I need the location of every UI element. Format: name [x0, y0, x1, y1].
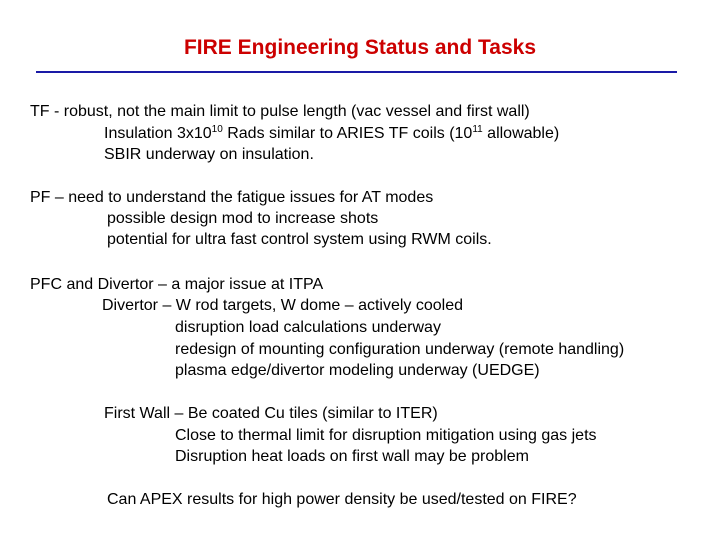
tf-insulation-pre: Insulation 3x10 [104, 125, 212, 142]
slide-title: FIRE Engineering Status and Tasks [183, 36, 537, 59]
pf-item: possible design mod to increase shots [107, 210, 379, 227]
pf-item: potential for ultra fast control system using RWM coils. [107, 231, 492, 248]
apex-question: Can APEX results for high power density be used/tested on FIRE? [107, 491, 577, 508]
tf-sbir: SBIR underway on insulation. [104, 146, 314, 163]
tf-insulation-exponent-1: 10 [211, 124, 223, 135]
pfc-heading: PFC and Divertor – a major issue at ITPA [30, 276, 324, 293]
tf-insulation-exponent-2: 11 [472, 124, 483, 135]
first-wall-heading: First Wall – Be coated Cu tiles (similar to ITER) [104, 405, 438, 422]
pfc-item: plasma edge/divertor modeling underway (UEDGE) [175, 362, 540, 379]
tf-insulation-mid: Rads similar to ARIES TF coils (10 [222, 125, 473, 142]
pfc-divertor: Divertor – W rod targets, W dome – actively cooled [102, 297, 464, 314]
tf-insulation-post: allowable) [482, 125, 560, 142]
tf-insulation-line [104, 124, 559, 144]
title-divider [36, 71, 677, 73]
pf-heading: PF – need to understand the fatigue issues for AT modes [30, 189, 434, 206]
pfc-item: redesign of mounting configuration underway (remote handling) [175, 341, 625, 358]
first-wall-item: Close to thermal limit for disruption mitigation using gas jets [175, 427, 597, 444]
pfc-item: disruption load calculations underway [175, 319, 441, 336]
tf-heading: TF - robust, not the main limit to pulse length (vac vessel and first wall) [30, 103, 530, 120]
first-wall-item: Disruption heat loads on first wall may be problem [175, 448, 529, 465]
